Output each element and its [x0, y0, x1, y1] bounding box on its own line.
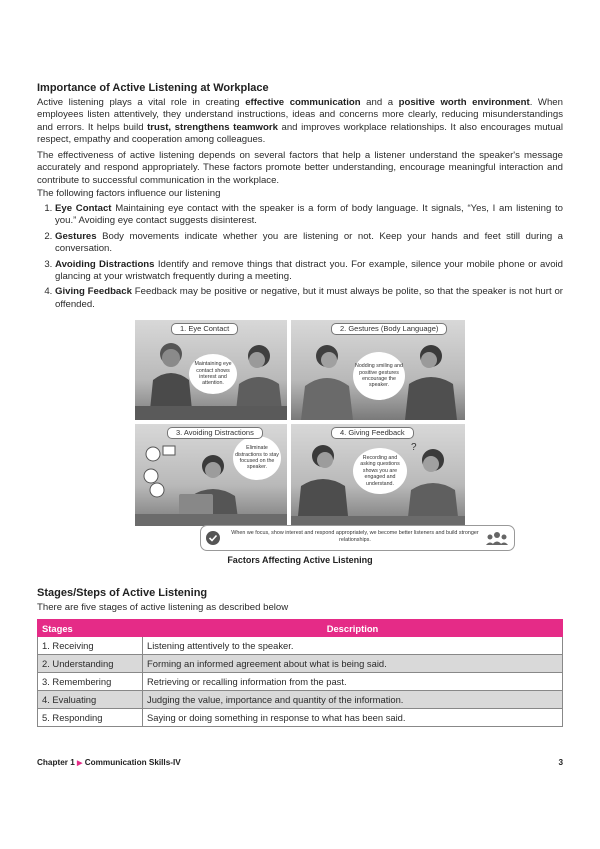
speech-bubble: Eliminate distractions to stay focused on the speaker. — [233, 436, 281, 480]
panel-label: 1. Eye Contact — [171, 323, 238, 335]
stage-cell: 5. Responding — [38, 709, 143, 727]
table-row — [38, 673, 563, 691]
table-row — [38, 655, 563, 673]
banner-text: When we focus, show interest and respond appropriately, we become better listeners and build stronger relationships. — [231, 530, 479, 544]
panel-label: 3. Avoiding Distractions — [167, 427, 263, 439]
page-number: 3 — [558, 758, 563, 767]
intro-paragraph — [37, 97, 563, 147]
text: Active listening plays a vital role in creating — [37, 97, 246, 108]
panel-label: 4. Giving Feedback — [331, 427, 414, 439]
table-row — [38, 691, 563, 709]
list-item — [55, 231, 563, 256]
factors-list — [37, 203, 563, 314]
chapter-title: Communication Skills-IV — [84, 758, 181, 767]
speech-bubble: Recording and asking questions shows you are engaged and understand. — [353, 448, 407, 494]
triangle-right-icon: ▶ — [77, 760, 83, 767]
panel-label: 2. Gestures (Body Language) — [331, 323, 447, 335]
description-cell: Listening attentively to the speaker. — [143, 637, 563, 655]
factor-text: Body movements indicate whether you are listening or not. Keep your hands and feet still during a conversation. — [55, 230, 563, 255]
factors-illustration — [135, 320, 465, 552]
factor-text: Feedback may be positive or negative, but it must always be polite, so that the speaker is not hurt or offended. — [55, 286, 563, 310]
panel-gestures — [291, 320, 465, 420]
effectiveness-paragraph: The effectiveness of active listening depends on several factors that help a listener understand the speaker's message accurately and respond appropriately. These factors promote better understanding, encourage meaningful interaction and contribute to successful communication in the workplace. — [37, 150, 563, 186]
table-row — [38, 637, 563, 655]
factor-text: Maintaining eye contact with the speaker is a form of body language. It signals, “Yes, I am listening to you.” Avoiding eye contact suggests disinterest. — [55, 203, 563, 227]
stages-intro: There are five stages of active listening as described below — [37, 602, 289, 613]
factor-term: Gestures — [55, 230, 97, 242]
factor-term: Giving Feedback — [55, 286, 132, 298]
speech-bubble: Maintaining eye contact shows interest and attention. — [189, 354, 237, 394]
panel-avoiding-distractions — [135, 424, 287, 526]
table-row — [38, 709, 563, 727]
chapter-label: Chapter 1 — [37, 758, 75, 767]
description-cell: Judging the value, importance and quantity of the information. — [143, 691, 563, 709]
table-header-row — [38, 620, 563, 637]
question-mark: ? — [411, 442, 417, 453]
section-heading-importance: Importance of Active Listening at Workplace — [37, 82, 269, 94]
footer-chapter — [37, 758, 181, 767]
description-cell: Forming an informed agreement about what is being said. — [143, 655, 563, 673]
list-item — [55, 286, 563, 311]
stage-cell: 4. Evaluating — [38, 691, 143, 709]
description-cell: Saying or doing something in response to what has been said. — [143, 709, 563, 727]
check-circle-icon — [205, 530, 221, 546]
stages-table — [37, 619, 563, 727]
stage-cell: 3. Remembering — [38, 673, 143, 691]
list-item — [55, 203, 563, 228]
column-header-stages: Stages — [38, 620, 143, 637]
speech-bubble: Nodding smiling and positive gestures encourage the speaker. — [353, 352, 405, 400]
description-cell: Retrieving or recalling information from the past. — [143, 673, 563, 691]
text: . When employees listen attentively, they understand instructions, ideas and concerns more clearly, reducing misunderstandings and errors. It helps build — [37, 97, 563, 133]
bold-term: positive worth environment — [398, 97, 530, 108]
stage-cell: 2. Understanding — [38, 655, 143, 673]
factor-term: Avoiding Distractions — [55, 258, 155, 270]
bold-term: effective communication — [245, 97, 361, 108]
panel-eye-contact — [135, 320, 287, 420]
stage-cell: 1. Receiving — [38, 637, 143, 655]
section-heading-stages: Stages/Steps of Active Listening — [37, 587, 208, 599]
factors-intro: The following factors influence our listening — [37, 188, 221, 199]
group-icon — [486, 530, 508, 546]
panel-giving-feedback — [291, 424, 465, 526]
list-item — [55, 259, 563, 284]
figure-caption: Factors Affecting Active Listening — [227, 555, 373, 565]
bold-term: trust, strengthens teamwork — [147, 121, 278, 133]
factor-term: Eye Contact — [55, 203, 112, 214]
text: and improves workplace relationships. It also encourages mutual respect, empathy and cooperation among colleagues. — [37, 121, 563, 146]
text: and a — [360, 97, 399, 108]
factor-text: Identify and remove things that distract you. For example, silence your mobile phone or avoid glancing at your wristwatch frequently during a meeting. — [55, 258, 563, 283]
column-header-description: Description — [143, 620, 563, 637]
figure-banner — [200, 525, 515, 551]
